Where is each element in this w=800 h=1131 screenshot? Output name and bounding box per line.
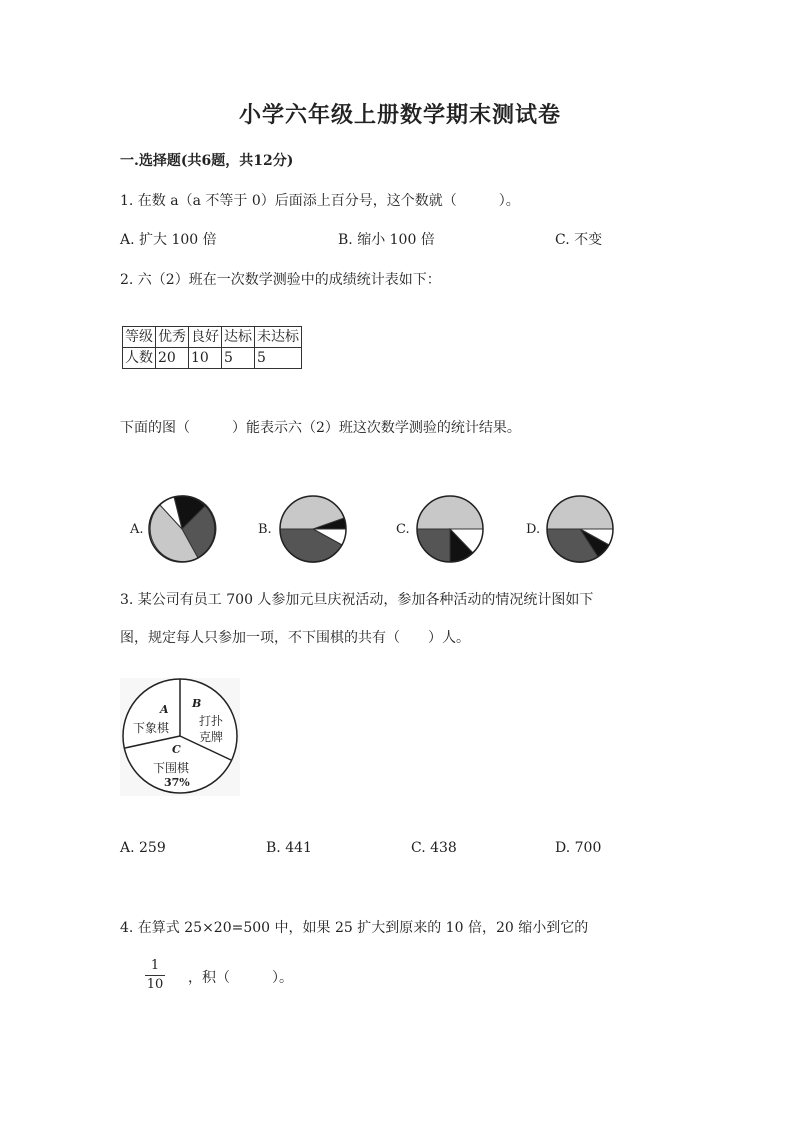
pie-letter-b: B [192, 697, 202, 710]
question-3-line-1: 3. 某公司有员工 700 人参加元旦庆祝活动，参加各种活动的情况统计图如下 [120, 592, 594, 608]
q1-option-b: B. 缩小 100 倍 [338, 232, 435, 248]
table-cell: 5 [222, 348, 255, 369]
table-cell: 人数 [123, 348, 156, 369]
pie-option-b-label: B. [258, 522, 272, 537]
question-4-tail: ，积（ ）。 [188, 970, 293, 986]
question-4-text: 4. 在算式 25×20=500 中，如果 25 扩大到原来的 10 倍，20 缩小到它的 [120, 920, 589, 936]
q1-option-c: C. 不变 [555, 232, 603, 248]
pie-option-c-label: C. [396, 522, 410, 537]
pie-label-c-percent: 37% [164, 776, 190, 789]
pie-label-a: 下象棋 [133, 721, 170, 735]
q3-option-a: A. 259 [120, 840, 166, 856]
pie-chart-d [547, 496, 613, 562]
page-title: 小学六年级上册数学期末测试卷 [238, 102, 561, 128]
pie-label-c: 下围棋 [153, 761, 190, 775]
q3-option-c: C. 438 [411, 840, 457, 856]
pie-chart-a [149, 496, 216, 562]
pie-letter-a: A [160, 703, 169, 716]
table-cell: 未达标 [255, 327, 302, 348]
q1-option-a: A. 扩大 100 倍 [120, 232, 217, 248]
table-cell: 5 [255, 348, 302, 369]
pie-label-b-1: 打扑 [199, 714, 224, 728]
pie-option-d-label: D. [526, 522, 541, 537]
question-1-text: 1. 在数 a（a 不等于 0）后面添上百分号，这个数就（ ）。 [120, 193, 520, 209]
question-3-line-2: 图，规定每人只参加一项，不下围棋的共有（ ）人。 [120, 630, 470, 646]
pie-label-b-2: 克牌 [199, 730, 224, 744]
q3-option-b: B. 441 [266, 840, 312, 856]
question-2-prompt: 下面的图（ ）能表示六（2）班这次数学测验的统计结果。 [120, 420, 521, 436]
q3-option-d: D. 700 [555, 840, 602, 856]
question-2-text: 2. 六（2）班在一次数学测验中的成绩统计表如下： [120, 272, 441, 288]
pie-letter-c: C [172, 743, 181, 756]
table-cell: 良好 [189, 327, 222, 348]
fraction-bar [145, 975, 165, 976]
pie-chart-b [280, 496, 346, 562]
table-cell: 优秀 [156, 327, 189, 348]
fraction-one-tenth [145, 958, 165, 993]
table-cell: 达标 [222, 327, 255, 348]
table-cell: 10 [189, 348, 222, 369]
pie-chart-c [417, 496, 483, 562]
section-heading: 一.选择题(共6题，共12分) [120, 153, 294, 169]
fraction-denominator: 10 [146, 977, 164, 992]
table-cell: 等级 [123, 327, 156, 348]
fraction-numerator: 1 [150, 958, 160, 973]
pie-option-a-label: A. [130, 522, 144, 537]
table-cell: 20 [156, 348, 189, 369]
